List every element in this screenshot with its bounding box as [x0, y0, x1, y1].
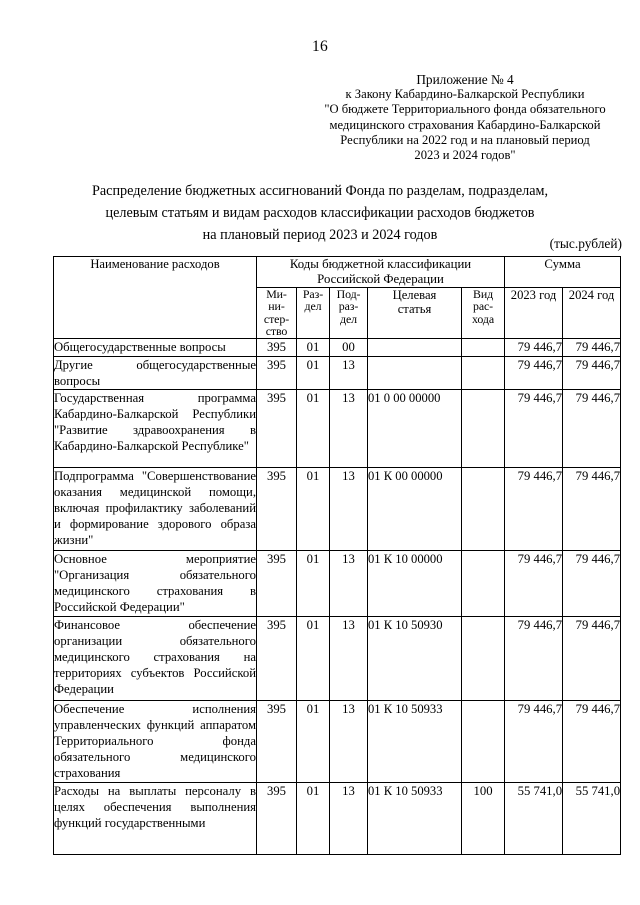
cell-podrazdel: 13	[330, 616, 368, 700]
cell-expense-name: Подпрограмма "Совершенствование оказания медицинской помощи, включая профилактику заболеваний и формирование здорового образа жизни"	[54, 467, 257, 550]
cell-ministry: 395	[257, 467, 297, 550]
cell-year-2024: 79 446,7	[563, 389, 621, 467]
cell-expense-name: Другие общегосударственные вопросы	[54, 357, 256, 388]
cell-target-article	[368, 356, 462, 389]
cell-target-article: 01 К 10 50930	[368, 616, 462, 700]
cell-razdel: 01	[297, 700, 330, 782]
cell-razdel: 01	[297, 338, 330, 356]
cell-year-2023: 79 446,7	[505, 700, 563, 782]
cell-expense-name: Обеспечение исполнения управленческих функций аппаратом Территориального фонда обязательного медицинского страхования	[54, 700, 257, 782]
table-row	[54, 550, 621, 616]
cell-razdel: 01	[297, 550, 330, 616]
cell-target-article: 01 К 10 50933	[368, 700, 462, 782]
appendix-line-1: Приложение № 4	[416, 72, 514, 87]
cell-year-2023: 79 446,7	[505, 616, 563, 700]
cell-razdel: 01	[297, 782, 330, 854]
cell-podrazdel: 00	[330, 338, 368, 356]
cell-podrazdel: 13	[330, 467, 368, 550]
cell-year-2024: 79 446,7	[563, 616, 621, 700]
cell-expense-type	[462, 338, 505, 356]
cell-expense-name: Основное мероприятие "Организация обязательного медицинского страхования в Российской Федерации"	[54, 550, 257, 616]
cell-expense-name: Государственная программа Кабардино-Балкарской Республики "Развитие здравоохранения в Кабардино-Балкарской Республике"	[54, 389, 257, 467]
cell-year-2023: 79 446,7	[505, 356, 563, 389]
header-ministry: Ми- ни- стер- ство	[257, 288, 297, 339]
cell-razdel: 01	[297, 389, 330, 467]
cell-expense-type	[462, 389, 505, 467]
header-razdel: Раз- дел	[297, 288, 330, 339]
cell-year-2024: 79 446,7	[563, 338, 621, 356]
table-row	[54, 782, 621, 854]
cell-expense-type: 100	[462, 782, 505, 854]
appendix-line-2: к Закону Кабардино-Балкарской Республики	[345, 87, 585, 102]
cell-year-2024: 79 446,7	[563, 700, 621, 782]
cell-expense-name: Финансовое обеспечение организации обязательного медицинского страхования на территориях субъектов Российской Федерации	[54, 616, 257, 700]
cell-year-2023: 79 446,7	[505, 338, 563, 356]
table-row	[54, 338, 621, 356]
cell-ministry: 395	[257, 389, 297, 467]
cell-podrazdel: 13	[330, 782, 368, 854]
header-target-article: Целевая статья	[368, 288, 462, 339]
title-line-2: целевым статьям и видам расходов классификации расходов бюджетов	[105, 205, 535, 221]
header-sum: Сумма	[505, 257, 621, 288]
cell-target-article	[368, 338, 462, 356]
cell-target-article: 01 К 10 50933	[368, 782, 462, 854]
cell-podrazdel: 13	[330, 356, 368, 389]
appendix-line-5: Республики на 2022 год и на плановый период	[340, 132, 590, 147]
cell-year-2024: 55 741,0	[563, 782, 621, 854]
cell-expense-type	[462, 356, 505, 389]
cell-ministry: 395	[257, 616, 297, 700]
cell-expense-type	[462, 550, 505, 616]
table-row	[54, 356, 621, 389]
header-year-2024: 2024 год	[563, 288, 621, 339]
cell-expense-name: Общегосударственные вопросы	[54, 338, 257, 356]
cell-expense-type	[462, 467, 505, 550]
table-row	[54, 389, 621, 467]
appendix-line-6: 2023 и 2024 годов"	[414, 148, 516, 163]
appendix-line-3: "О бюджете Территориального фонда обязательного	[324, 102, 606, 117]
cell-expense-type	[462, 700, 505, 782]
cell-podrazdel: 13	[330, 389, 368, 467]
cell-year-2023: 79 446,7	[505, 467, 563, 550]
cell-razdel: 01	[297, 356, 330, 389]
cell-ministry: 395	[257, 550, 297, 616]
cell-ministry: 395	[257, 356, 297, 389]
table-row	[54, 467, 621, 550]
header-podrazdel: Под- раз- дел	[330, 288, 368, 339]
cell-podrazdel: 13	[330, 550, 368, 616]
header-year-2023: 2023 год	[505, 288, 563, 339]
appendix-line-4: медицинского страхования Кабардино-Балкарской	[329, 117, 601, 132]
cell-year-2024: 79 446,7	[563, 356, 621, 389]
cell-year-2024: 79 446,7	[563, 550, 621, 616]
cell-ministry: 395	[257, 782, 297, 854]
title-line-1: Распределение бюджетных ассигнований Фонда по разделам, подразделам,	[91, 183, 549, 199]
page-number: 16	[311, 38, 329, 55]
cell-year-2023: 79 446,7	[505, 389, 563, 467]
table-row	[54, 616, 621, 700]
units-note: (тыс.рублей)	[549, 236, 622, 251]
cell-year-2024: 79 446,7	[563, 467, 621, 550]
appendix-reference	[300, 72, 630, 163]
cell-expense-name: Расходы на выплаты персоналу в целях обеспечения выполнения функций государственными	[54, 782, 257, 854]
table-header	[54, 257, 621, 339]
table-row	[54, 700, 621, 782]
budget-allocation-table	[53, 256, 621, 855]
table-header-row-groups	[54, 257, 621, 288]
cell-target-article: 01 К 10 00000	[368, 550, 462, 616]
cell-year-2023: 55 741,0	[505, 782, 563, 854]
cell-expense-type	[462, 616, 505, 700]
cell-target-article: 01 0 00 00000	[368, 389, 462, 467]
cell-year-2023: 79 446,7	[505, 550, 563, 616]
title-line-3: на плановый период 2023 и 2024 годов	[202, 227, 438, 243]
cell-ministry: 395	[257, 338, 297, 356]
cell-podrazdel: 13	[330, 700, 368, 782]
table-body	[54, 338, 621, 854]
cell-razdel: 01	[297, 616, 330, 700]
cell-ministry: 395	[257, 700, 297, 782]
header-expense-type: Вид рас- хода	[462, 288, 505, 339]
cell-razdel: 01	[297, 467, 330, 550]
header-expense-name: Наименование расходов	[54, 257, 257, 339]
cell-target-article: 01 К 00 00000	[368, 467, 462, 550]
header-budget-classification-codes: Коды бюджетной классификации Российской Федерации	[257, 257, 505, 288]
